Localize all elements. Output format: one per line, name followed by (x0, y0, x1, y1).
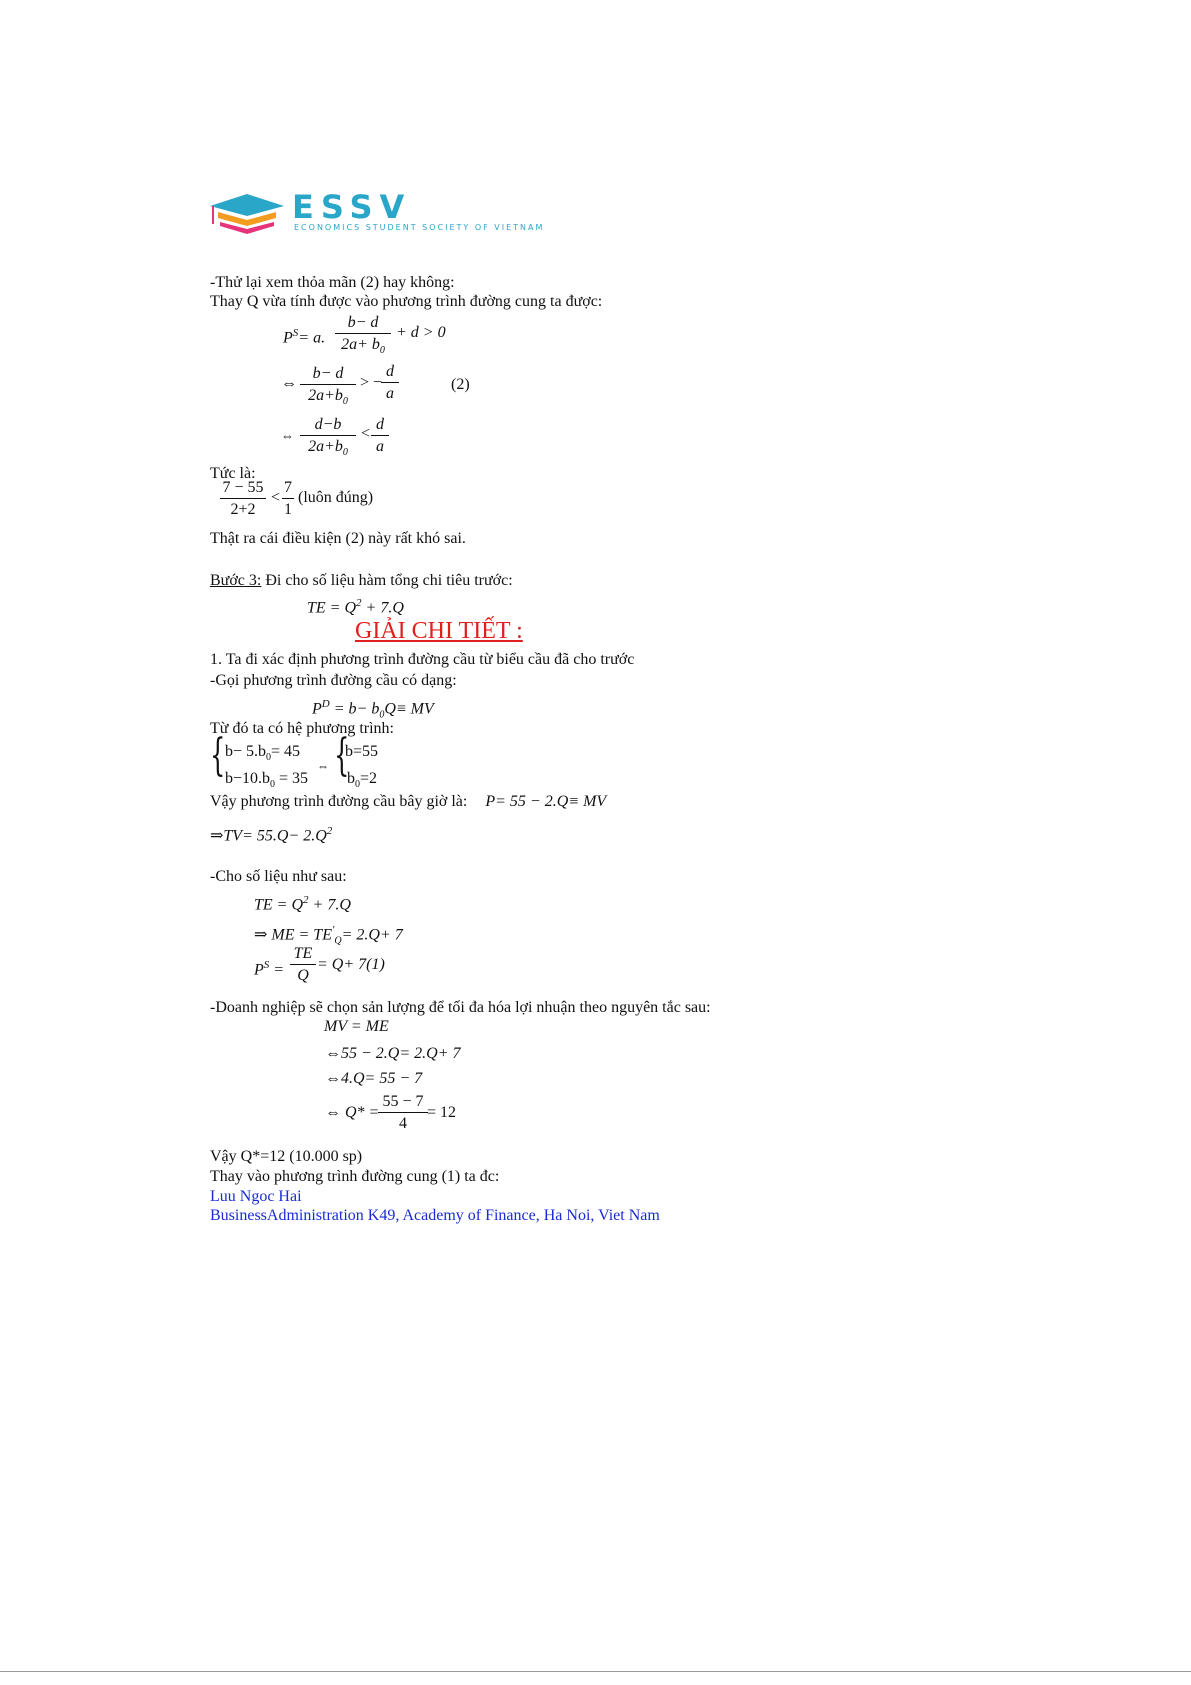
system-brace-right: { (334, 730, 350, 781)
pd-equation: $P^D = b- b_0Q\equiv$ MV (312, 698, 434, 721)
system-eq-1: $b- 5.b_0= 45$ (225, 743, 301, 764)
author-name: Luu Ngoc Hai (210, 1188, 302, 1205)
eq1-fraction: $\frac{b- d}{2a+ b_0}$ (335, 313, 391, 362)
mv-me: MV = ME (324, 1018, 389, 1035)
me-equation: ⇒ ME = $TE'_Q= 2.Q+ 7$ (254, 924, 403, 947)
ps-lhs: $P^S$ = (254, 959, 285, 979)
thay-vao-line: Thay vào phương trình đường cung (1) ta đc: (210, 1168, 500, 1185)
doanh-nghiep-line: -Doanh nghiệp sẽ chọn sản lượng để tối đa hóa lợi nhuận theo nguyên tắc sau: (210, 999, 711, 1016)
buoc3-label: Bước 3: (210, 572, 262, 589)
example-note: (luôn đúng) (298, 489, 374, 506)
solve-step-3: ⇔ Q* = (325, 1104, 380, 1121)
tu-do-line: Từ đó ta có hệ phương trình: (210, 720, 394, 737)
ps-fraction: $\frac{TE}{Q}$ (290, 944, 316, 987)
eq3-fraction: $\frac{d-b}{2a+b_0}$ (300, 415, 356, 464)
graduation-cap-icon (208, 192, 286, 236)
system-brace-left: { (210, 730, 226, 781)
step1-line: 1. Ta đi xác định phương trình đường cầu từ biểu cầu đã cho trước (210, 651, 635, 668)
system-sol-2: $b_0=2$ (347, 770, 378, 791)
solve-step-2: ⇔4.Q= 55 − 7 (325, 1070, 423, 1087)
eq2-label: (2) (451, 376, 470, 393)
tuc-la: Tức là: (210, 465, 256, 482)
buoc3-line: Bước 3: Đi cho số liệu hàm tổng chi tiêu trước: (210, 572, 513, 589)
eq2-arrow: ⇔ (281, 375, 297, 392)
substitute-line: Thay Q vừa tính được vào phương trình đường cung ta được: (210, 293, 603, 310)
cho-so-line: -Cho số liệu như sau: (210, 868, 347, 885)
eq3-fraction-right: $\frac{d}{a}$ (371, 415, 389, 458)
te-equation-2: TE = $Q^2 + 7.Q$ (254, 894, 351, 914)
eq2-fraction: $\frac{b- d}{2a+b_0}$ (300, 364, 356, 413)
solve-fraction: $\frac{55 - 7}{4}$ (378, 1092, 428, 1135)
example-relation: < (271, 489, 281, 506)
example-fraction: $\frac{7 - 55}{2+2}$ (220, 478, 266, 521)
vay-cau-line: Vậy phương trình đường cầu bây giờ là: P= 55 − 2.Q≡ MV (210, 793, 607, 810)
goi-line: -Gọi phương trình đường cầu có dạng: (210, 672, 457, 689)
logo-name: ESSV (292, 188, 412, 226)
logo-tagline: ECONOMICS STUDENT SOCIETY OF VIETNAM (294, 223, 545, 232)
that-ra-line: Thật ra cái điều kiện (2) này rất khó sai. (210, 530, 466, 547)
vay-q-line: Vậy Q*=12 (10.000 sp) (210, 1148, 363, 1165)
solve-step-1: ⇔55 − 2.Q= 2.Q+ 7 (325, 1045, 461, 1062)
tv-equation: ⇒TV= $55.Q- 2.Q^2$ (210, 825, 333, 845)
eq2-fraction-right: $\frac{d}{a}$ (381, 362, 399, 405)
system-sol-1: b=55 (345, 743, 379, 760)
check-intro: -Thử lại xem thỏa mãn (2) hay không: (210, 274, 455, 291)
author-affiliation: BusinessAdministration K49, Academy of Finance, Ha Noi, Viet Nam (210, 1207, 660, 1224)
solve-result: = 12 (427, 1104, 457, 1121)
page-bottom-rule (0, 1671, 1191, 1672)
eq1-lhs: $P^S= a$. (283, 327, 326, 347)
essv-logo (208, 188, 588, 237)
section-heading: GIẢI CHI TIẾT : (355, 618, 523, 644)
te-equation-1: TE = $Q^2 + 7.Q$ (307, 597, 404, 617)
eq2-relation: > − (360, 374, 383, 391)
system-eq-2: $b-10.b_0 = 35$ (225, 770, 309, 791)
system-arrow: ⇔ (317, 759, 329, 773)
eq1-tail: + d > 0 (396, 324, 446, 341)
example-fraction-right: $\frac{7}{1}$ (284, 479, 292, 518)
ps-tail: = Q+ 7(1) (317, 956, 385, 973)
eq3-arrow: ⇔ (281, 428, 294, 443)
eq3-relation: < (361, 425, 371, 442)
